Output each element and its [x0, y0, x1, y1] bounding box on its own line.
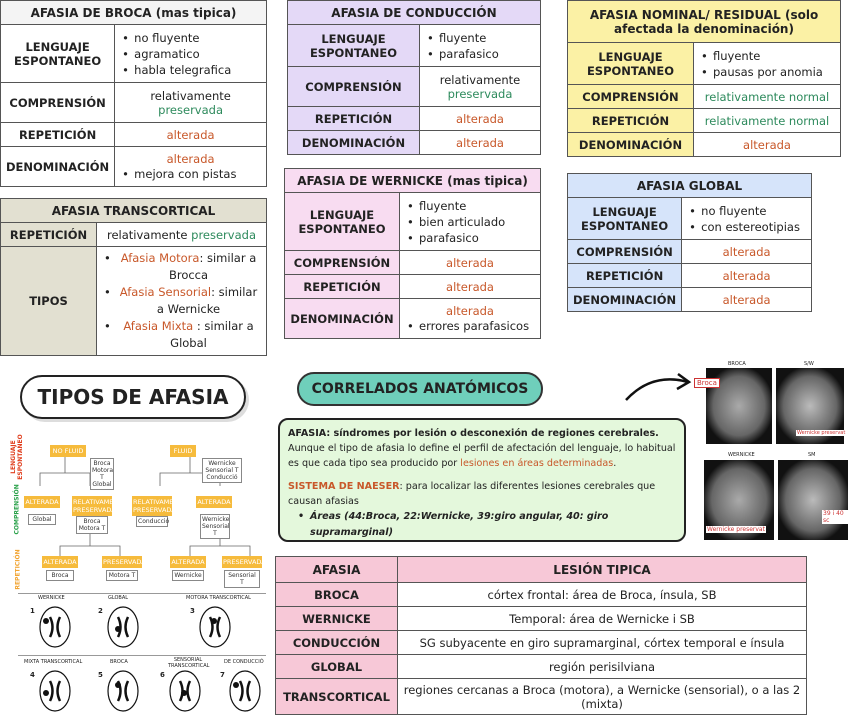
transcortical-table: [0, 198, 267, 356]
broca-lenguaje-item: • no fluyente: [120, 30, 261, 46]
scan-label-3: WERNICKE: [728, 452, 755, 458]
global-lenguaje-key: LENGUAJE ESPONTANEO: [568, 198, 682, 240]
broca-den-key: DENOMINACIÓN: [1, 147, 115, 187]
global-comp: alterada: [682, 240, 812, 264]
conduccion-table: [287, 0, 541, 155]
tipos-title: [20, 375, 246, 419]
nominal-title: AFASIA NOMINAL/ RESIDUAL (solo afectada la denominación): [568, 1, 841, 43]
fbox-rel1: RELATIVAMENT PRESERVADA: [73, 498, 123, 514]
wernicke-comp-key: COMPRENSIÓN: [285, 251, 400, 275]
conduccion-lenguaje-item: • parafasico: [425, 46, 535, 62]
broca-lenguaje-key: LENGUAJE ESPONTANEO: [1, 25, 115, 83]
side-repeticion: REPETICIÓN: [14, 549, 22, 590]
lesion-value: Temporal: área de Wernicke i SB: [398, 607, 807, 631]
lesion-key: CONDUCCIÓN: [276, 631, 398, 655]
wernicke-den: [400, 299, 541, 339]
gbox-wernicke: Wernicke: [172, 570, 204, 581]
gbox-cond: Conducció: [138, 518, 170, 525]
broca-rep: alterada: [115, 123, 267, 147]
brain-grid: [18, 593, 266, 719]
wernicke-comp: alterada: [400, 251, 541, 275]
nominal-den-key: DENOMINACIÓN: [568, 133, 694, 157]
broca-comp-a: relativamente: [150, 88, 231, 103]
info-p1-a: Aunque el tipo de afasia lo define el perfil de afectación del lenguaje, lo habitual es que cada tipo sea producido por: [288, 443, 676, 469]
broca-lenguaje: [115, 25, 267, 83]
broca-comp-key: COMPRENSIÓN: [1, 83, 115, 123]
conduccion-lenguaje: [420, 25, 541, 67]
gbox-global: Global: [28, 514, 56, 525]
broca-table: [0, 0, 267, 187]
lesion-h2: LESIÓN TIPICA: [398, 557, 807, 583]
correlados-title-text: CORRELADOS ANATÓMICOS: [311, 381, 529, 397]
conduccion-comp-key: COMPRENSIÓN: [288, 67, 420, 107]
trans-rep-key: REPETICIÓN: [1, 223, 97, 247]
wernicke-lenguaje-item: • fluyente: [405, 198, 535, 214]
brain-label-4: MIXTA TRANSCORTICAL: [24, 659, 83, 665]
conduccion-rep: alterada: [420, 107, 541, 131]
trans-tipo: • Afasia Mixta : similar a Global: [102, 318, 261, 352]
gbox-broca: Broca: [46, 570, 74, 581]
brain-diagram: [38, 667, 72, 713]
brain-diagram: [228, 667, 262, 713]
wernicke-title: AFASIA DE WERNICKE (mas tipica): [285, 169, 541, 193]
trans-rep-a: relativamente: [106, 227, 188, 242]
nominal-table: [567, 0, 841, 157]
scan-4: [778, 460, 848, 540]
gbox-b2: Wernicke Sensorial T Conducció: [202, 458, 242, 483]
info-p1-b: lesiones en áreas determinadas: [460, 458, 614, 469]
correlados-title: [297, 372, 543, 406]
broca-lenguaje-item: • habla telegrafica: [120, 62, 261, 78]
global-rep: alterada: [682, 264, 812, 288]
wernicke-rep: alterada: [400, 275, 541, 299]
brain-label-1: WERNICKE: [38, 595, 65, 601]
lesion-row: [276, 583, 807, 607]
info-p2-a: SISTEMA DE NAESER: [288, 481, 400, 492]
info-box: [278, 418, 686, 542]
brain-label-5: BROCA: [110, 659, 128, 665]
lesion-value: regiones cercanas a Broca (motora), a Wernicke (sensorial), o a las 2 (mixta): [398, 679, 807, 715]
global-rep-key: REPETICIÓN: [568, 264, 682, 288]
lesion-key: GLOBAL: [276, 655, 398, 679]
global-title: AFASIA GLOBAL: [568, 174, 812, 198]
broca-lenguaje-item: • agramatico: [120, 46, 261, 62]
info-p2: [288, 479, 676, 509]
wernicke-den-extra: • errores parafasicos: [405, 318, 535, 334]
brain-number: 5: [98, 671, 103, 679]
lesion-row: [276, 679, 807, 715]
lesion-value: SG subyacente en giro supramarginal, córtex temporal e ínsula: [398, 631, 807, 655]
wernicke-lenguaje-item: • bien articulado: [405, 214, 535, 230]
tipos-title-text: TIPOS DE AFASIA: [37, 385, 229, 409]
brain-scans: [697, 360, 848, 544]
fbox-alt2: ALTERADA: [197, 498, 231, 506]
brain-diagram: [106, 667, 140, 713]
scan-label-4: SM: [808, 452, 816, 458]
scan-s-tag: 39 i 40 sc: [822, 510, 848, 524]
trans-rep-b: preservada: [191, 227, 256, 242]
scan-label-1: BROCA: [728, 361, 746, 367]
conduccion-comp-b: preservada: [447, 86, 513, 101]
fbox-pres2: PRESERVADA: [223, 558, 266, 566]
broca-comp-b: preservada: [158, 102, 224, 117]
info-p1: [288, 441, 676, 471]
brain-diagram: [106, 603, 140, 649]
fbox-nofluid: NO FLUID: [50, 445, 86, 457]
trans-tipos-key: TIPOS: [1, 247, 97, 356]
brain-number: 3: [190, 607, 195, 615]
gbox-bm: Broca Motora T: [76, 516, 108, 534]
nominal-lenguaje: [694, 43, 841, 85]
trans-tipo: • Afasia Motora: similar a Brocca: [102, 250, 261, 284]
global-den: alterada: [682, 288, 812, 312]
nominal-den: alterada: [694, 133, 841, 157]
lesion-key: TRANSCORTICAL: [276, 679, 398, 715]
lesion-row: [276, 655, 807, 679]
lesion-row: [276, 607, 807, 631]
brain-number: 7: [220, 671, 225, 679]
lesion-table: [275, 556, 807, 715]
fbox-pres1: PRESERVADA: [103, 558, 146, 566]
conduccion-lenguaje-item: • fluyente: [425, 30, 535, 46]
lesion-value: córtex frontal: área de Broca, ínsula, SB: [398, 583, 807, 607]
brain-diagram: [168, 667, 202, 713]
nominal-rep-key: REPETICIÓN: [568, 109, 694, 133]
broca-rep-key: REPETICIÓN: [1, 123, 115, 147]
wernicke-table: [284, 168, 541, 339]
side-comprension: COMPRENSIÓN: [13, 484, 21, 535]
nominal-comp: relativamente normal: [694, 85, 841, 109]
flow-diagram: [10, 428, 270, 588]
fbox-fluid: FLUID: [170, 445, 196, 457]
broca-den-extra: • mejora con pistas: [120, 166, 261, 182]
side-lenguaje: LENGUAJE ESPONTANEO: [10, 434, 24, 480]
broca-den-val: alterada: [166, 151, 215, 166]
brain-label-3: MOTORA TRANSCORTICAL: [186, 595, 251, 601]
brain-number: 2: [98, 607, 103, 615]
trans-tipos: [97, 247, 267, 356]
brain-label-6: SENSORIAL TRANSCORTICAL: [168, 657, 210, 669]
conduccion-den-key: DENOMINACIÓN: [288, 131, 420, 155]
conduccion-title: AFASIA DE CONDUCCIÓN: [288, 1, 541, 25]
lesion-value: región perisilviana: [398, 655, 807, 679]
wernicke-den-key: DENOMINACIÓN: [285, 299, 400, 339]
lesion-key: WERNICKE: [276, 607, 398, 631]
info-bullet: • Áreas (44:Broca, 22:Wernicke, 39:giro angular, 40: giro supramarginal): [296, 509, 676, 541]
info-p2-b: : para localizar las diferentes lesiones cerebrales que causan afasias: [288, 481, 656, 507]
conduccion-comp-a: relativamente: [439, 72, 521, 87]
brain-label-2: GLOBAL: [108, 595, 129, 601]
arrow-icon: [622, 370, 692, 404]
fbox-rel2: RELATIVAMENT PRESERVADA: [133, 498, 183, 514]
fbox-alt1: ALTERADA: [25, 498, 59, 506]
scan-broca-tag: Broca: [694, 378, 720, 388]
global-table: [567, 173, 812, 312]
broca-comp: [115, 83, 267, 123]
gbox-motora: Motora T: [106, 570, 138, 581]
nominal-lenguaje-key: LENGUAJE ESPONTANEO: [568, 43, 694, 85]
info-bold: AFASIA: síndromes por lesión o desconexión de regiones cerebrales.: [288, 428, 659, 439]
brain-diagram: [38, 603, 72, 649]
nominal-lenguaje-item: • fluyente: [699, 48, 835, 64]
trans-rep: [97, 223, 267, 247]
brain-number: 6: [160, 671, 165, 679]
lesion-h1: AFASIA: [276, 557, 398, 583]
global-lenguaje-item: • no fluyente: [687, 203, 806, 219]
wernicke-rep-key: REPETICIÓN: [285, 275, 400, 299]
global-den-key: DENOMINACIÓN: [568, 288, 682, 312]
nominal-comp-key: COMPRENSIÓN: [568, 85, 694, 109]
fbox-alt3: ALTERADA: [43, 558, 77, 566]
broca-title: AFASIA DE BROCA (mas tipica): [1, 1, 267, 25]
info-p1-c: .: [613, 458, 617, 469]
brain-number: 4: [30, 671, 35, 679]
gbox-ws: Wernicke Sensorial T: [202, 516, 230, 537]
brain-number: 1: [30, 607, 35, 615]
conduccion-lenguaje-key: LENGUAJE ESPONTANEO: [288, 25, 420, 67]
scan-wer-tag2: Wernicke preservat: [707, 526, 765, 533]
wernicke-den-val: alterada: [446, 303, 494, 318]
trans-title: AFASIA TRANSCORTICAL: [1, 199, 267, 223]
trans-tipo: • Afasia Sensorial: similar a Wernicke: [102, 284, 261, 318]
fbox-alt4: ALTERADA: [171, 558, 205, 566]
broca-den: [115, 147, 267, 187]
conduccion-rep-key: REPETICIÓN: [288, 107, 420, 131]
wernicke-lenguaje: [400, 193, 541, 251]
global-lenguaje-item: • con estereotipias: [687, 219, 806, 235]
global-comp-key: COMPRENSIÓN: [568, 240, 682, 264]
wernicke-lenguaje-item: • parafasico: [405, 230, 535, 246]
wernicke-lenguaje-key: LENGUAJE ESPONTANEO: [285, 193, 400, 251]
nominal-rep: relativamente normal: [694, 109, 841, 133]
lesion-row: [276, 631, 807, 655]
scan-label-2: S/W: [804, 361, 814, 367]
brain-label-7: DE CONDUCCIÓ: [224, 659, 264, 665]
gbox-sensorial: Sensorial T: [224, 570, 260, 588]
conduccion-den: alterada: [420, 131, 541, 155]
scan-wer-tag: Wernicke preservat: [797, 430, 846, 436]
nominal-lenguaje-item: • pausas por anomia: [699, 64, 835, 80]
gbox-b1: Broca Motora T Global: [92, 460, 114, 488]
global-lenguaje: [682, 198, 812, 240]
brain-diagram: [198, 603, 232, 649]
conduccion-comp: [420, 67, 541, 107]
lesion-key: BROCA: [276, 583, 398, 607]
